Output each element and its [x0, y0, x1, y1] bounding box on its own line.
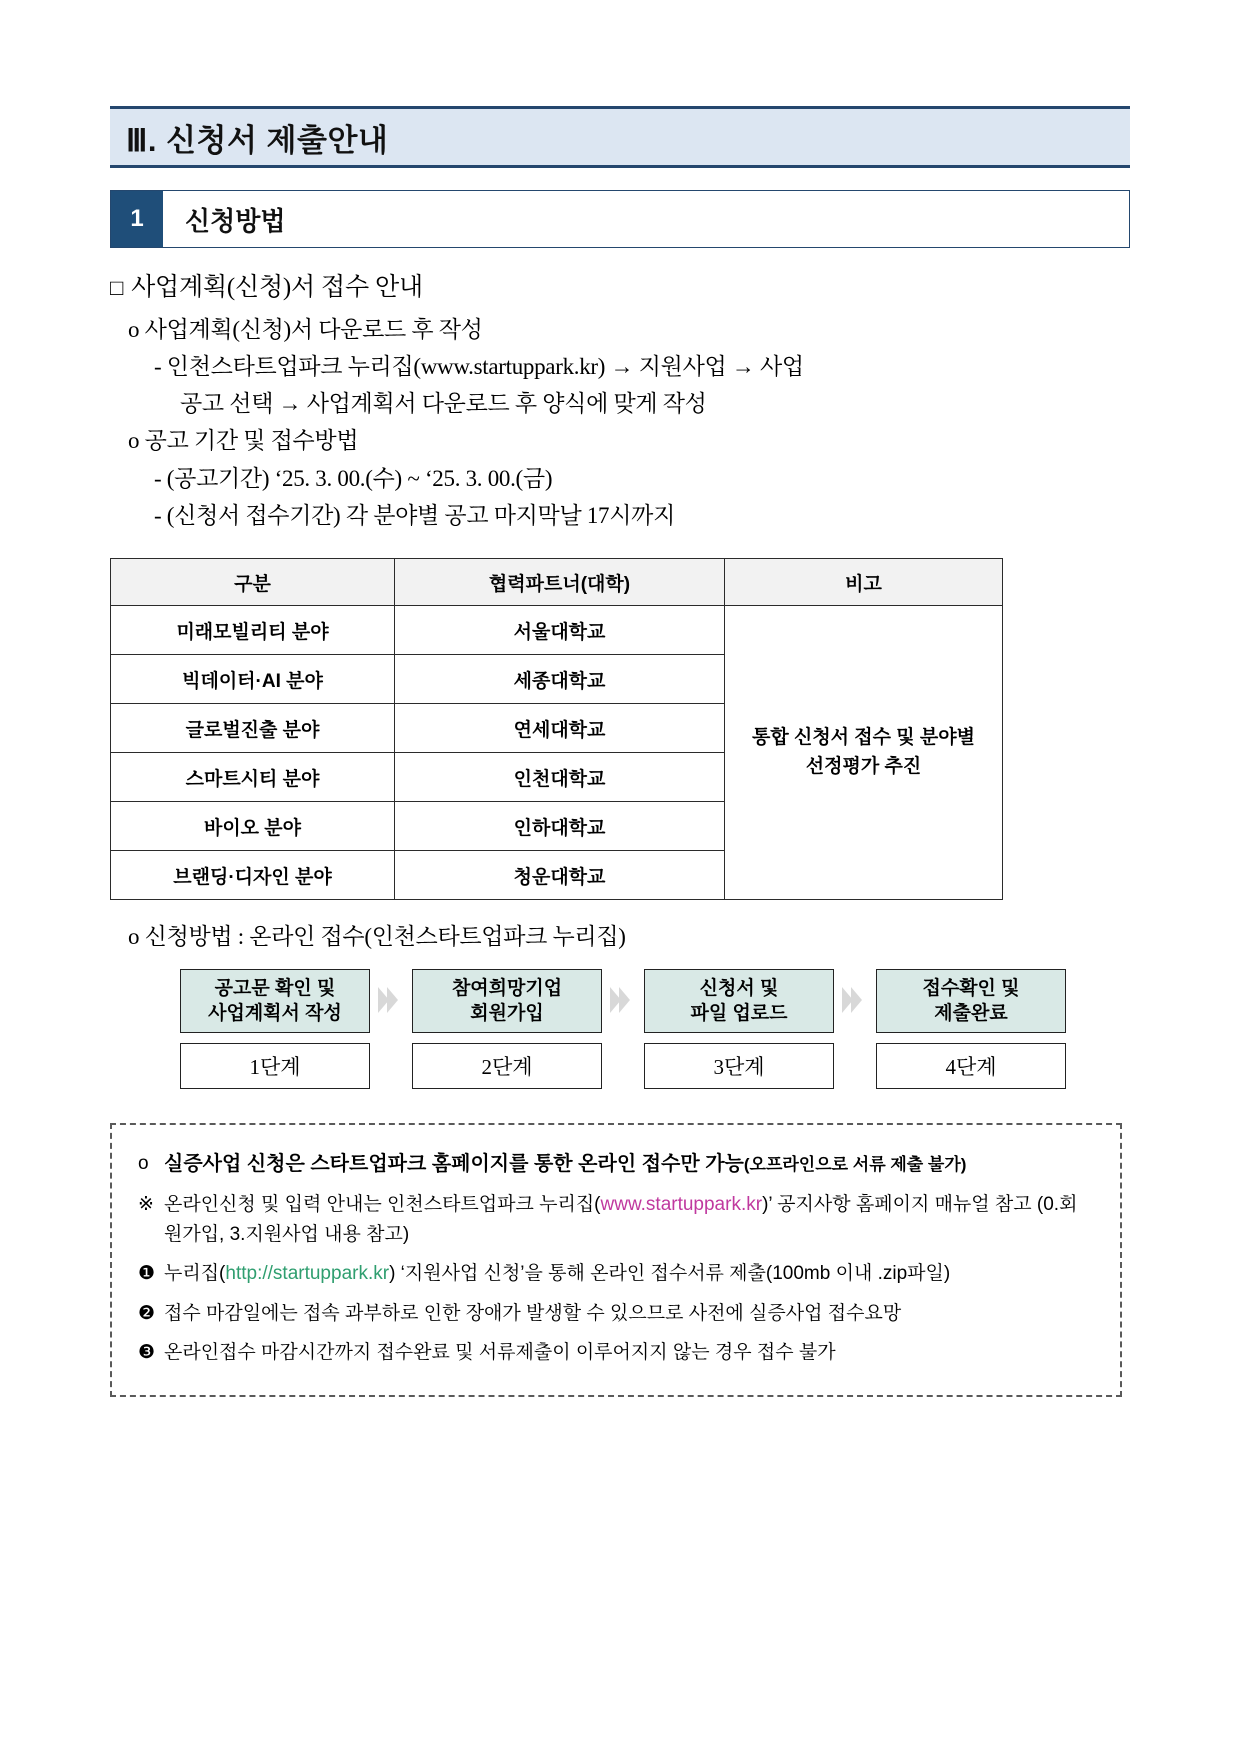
item-download-plan-sub1: - 인천스타트업파크 누리집(www.startuppark.kr) → 지원사업 → 사업: [154, 353, 804, 379]
cell-note: 통합 신청서 접수 및 분야별 선정평가 추진: [725, 606, 1003, 900]
step-1-line1: 공고문 확인 및: [214, 977, 336, 999]
cell-partner: 서울대학교: [395, 606, 725, 655]
cell-field: 글로벌진출 분야: [111, 704, 395, 753]
notice-line-1-small: (오프라인으로 서류 제출 불가): [743, 1155, 967, 1175]
step-4-line2: 제출완료: [934, 1003, 1008, 1025]
notice-line-5: [138, 1338, 1094, 1367]
cell-field: 빅데이터·AI 분야: [111, 655, 395, 704]
chevron-right-icon: [842, 983, 868, 1017]
notice-line-2-b: )’ 공지사항 홈페이지 매뉴얼 참고 (0.회: [762, 1194, 1078, 1216]
step-3-box: [644, 969, 834, 1033]
step-1-line2: 사업계획서 작성: [208, 1003, 342, 1025]
heading-application-guide-text: 사업계획(신청)서 접수 안내: [131, 274, 423, 301]
arrow-1: [370, 969, 412, 1031]
cell-partner: 인하대학교: [395, 802, 725, 851]
cell-partner: 인천대학교: [395, 753, 725, 802]
body-content: [110, 268, 1130, 534]
cell-partner: 연세대학교: [395, 704, 725, 753]
step-3-line2: 파일 업로드: [690, 1003, 788, 1025]
heading-application-guide: [110, 268, 1130, 309]
online-apply-note: [110, 918, 1130, 955]
step-2-line1: 참여희망기업: [451, 977, 563, 999]
cell-field: 미래모빌리티 분야: [111, 606, 395, 655]
step-2-line2: 회원가입: [470, 1003, 544, 1025]
notice-line-2-a: 온라인신청 및 입력 안내는 인천스타트업파크 누리집(: [164, 1194, 601, 1216]
square-bullet-icon: □: [110, 275, 124, 300]
table-header-note: 비고: [725, 559, 1003, 606]
notice-line-3: [138, 1259, 1094, 1288]
cell-partner: 청운대학교: [395, 851, 725, 900]
cell-field: 브랜딩·디자인 분야: [111, 851, 395, 900]
step-4-box: [876, 969, 1066, 1033]
notice-line-4: [138, 1299, 1094, 1328]
table-header-partner: 협력파트너(대학): [395, 559, 725, 606]
chapter-title: Ⅲ. 신청서 제출안내: [126, 122, 389, 158]
notice-line-3-url[interactable]: http://startuppark.kr: [225, 1263, 390, 1285]
step-3-stage: 3단계: [644, 1043, 834, 1089]
section-label: 신청방법: [185, 205, 286, 236]
chevron-right-icon: [378, 983, 404, 1017]
section-number: 1: [111, 191, 163, 247]
notice-bullet-3-icon: ❸: [138, 1342, 156, 1363]
arrow-3: [834, 969, 876, 1031]
step-1: [180, 969, 370, 1089]
notice-line-5-text: 온라인접수 마감시간까지 접수완료 및 서류제출이 이루어지지 않는 경우 접수 불가: [164, 1342, 836, 1363]
cell-field: 바이오 분야: [111, 802, 395, 851]
chevron-right-icon: [610, 983, 636, 1017]
notice-line-1-bold: 실증사업 신청은 스타트업파크 홈페이지를 통한 온라인 접수만 가능: [164, 1153, 744, 1176]
table-row: [111, 606, 1003, 655]
step-2-box: [412, 969, 602, 1033]
notice-line-2-cont: 원가입, 3.지원사업 내용 참고): [164, 1223, 410, 1245]
notice-bullet-reference: ※: [138, 1194, 154, 1216]
step-1-stage: 1단계: [180, 1043, 370, 1089]
steps-flow: [180, 969, 1130, 1089]
step-4-line1: 접수확인 및: [922, 977, 1020, 999]
partner-table: [110, 558, 1003, 900]
notice-bullet-o: o: [138, 1153, 149, 1175]
item-download-plan-sub1-cont: 공고 선택 → 사업계획서 다운로드 후 양식에 맞게 작성: [180, 391, 707, 416]
notice-bullet-2-icon: ❷: [138, 1302, 156, 1324]
item-period-method: o 공고 기간 및 접수방법: [128, 428, 359, 454]
item-apply-method: o 신청방법 : 온라인 접수(인천스타트업파크 누리집): [128, 924, 626, 949]
cell-field: 스마트시티 분야: [111, 753, 395, 802]
item-download-plan: o 사업계획(신청)서 다운로드 후 작성: [128, 316, 483, 342]
notice-line-2: [138, 1190, 1094, 1249]
step-3: [644, 969, 834, 1089]
step-3-line1: 신청서 및: [699, 977, 779, 999]
notice-line-4-text: 접수 마감일에는 접속 과부하로 인한 장애가 발생할 수 있으므로 사전에 실증사업 접수요망: [164, 1302, 902, 1324]
item-receipt-period: - (신청서 접수기간) 각 분야별 공고 마지막날 17시까지: [154, 502, 675, 528]
notice-line-3-a: 누리집(: [164, 1263, 226, 1285]
item-notice-period: - (공고기간) ‘25. 3. 00.(수) ~ ‘25. 3. 00.(금): [154, 465, 553, 491]
notice-line-1: [138, 1149, 1094, 1180]
notice-bullet-1-icon: ❶: [138, 1263, 156, 1285]
step-2: [412, 969, 602, 1089]
table-header-field: 구분: [111, 559, 395, 606]
step-4: [876, 969, 1066, 1089]
cell-partner: 세종대학교: [395, 655, 725, 704]
notice-line-2-url[interactable]: www.startuppark.kr: [600, 1194, 763, 1216]
section-header: [110, 190, 1130, 248]
arrow-2: [602, 969, 644, 1031]
chapter-heading: [110, 106, 1130, 168]
step-2-stage: 2단계: [412, 1043, 602, 1089]
table-header-row: [111, 559, 1003, 606]
notice-box: [110, 1123, 1122, 1397]
step-1-box: [180, 969, 370, 1033]
step-4-stage: 4단계: [876, 1043, 1066, 1089]
notice-line-3-b: ) ‘지원사업 신청’을 통해 온라인 접수서류 제출(100mb 이내 .zip파일): [389, 1263, 951, 1285]
